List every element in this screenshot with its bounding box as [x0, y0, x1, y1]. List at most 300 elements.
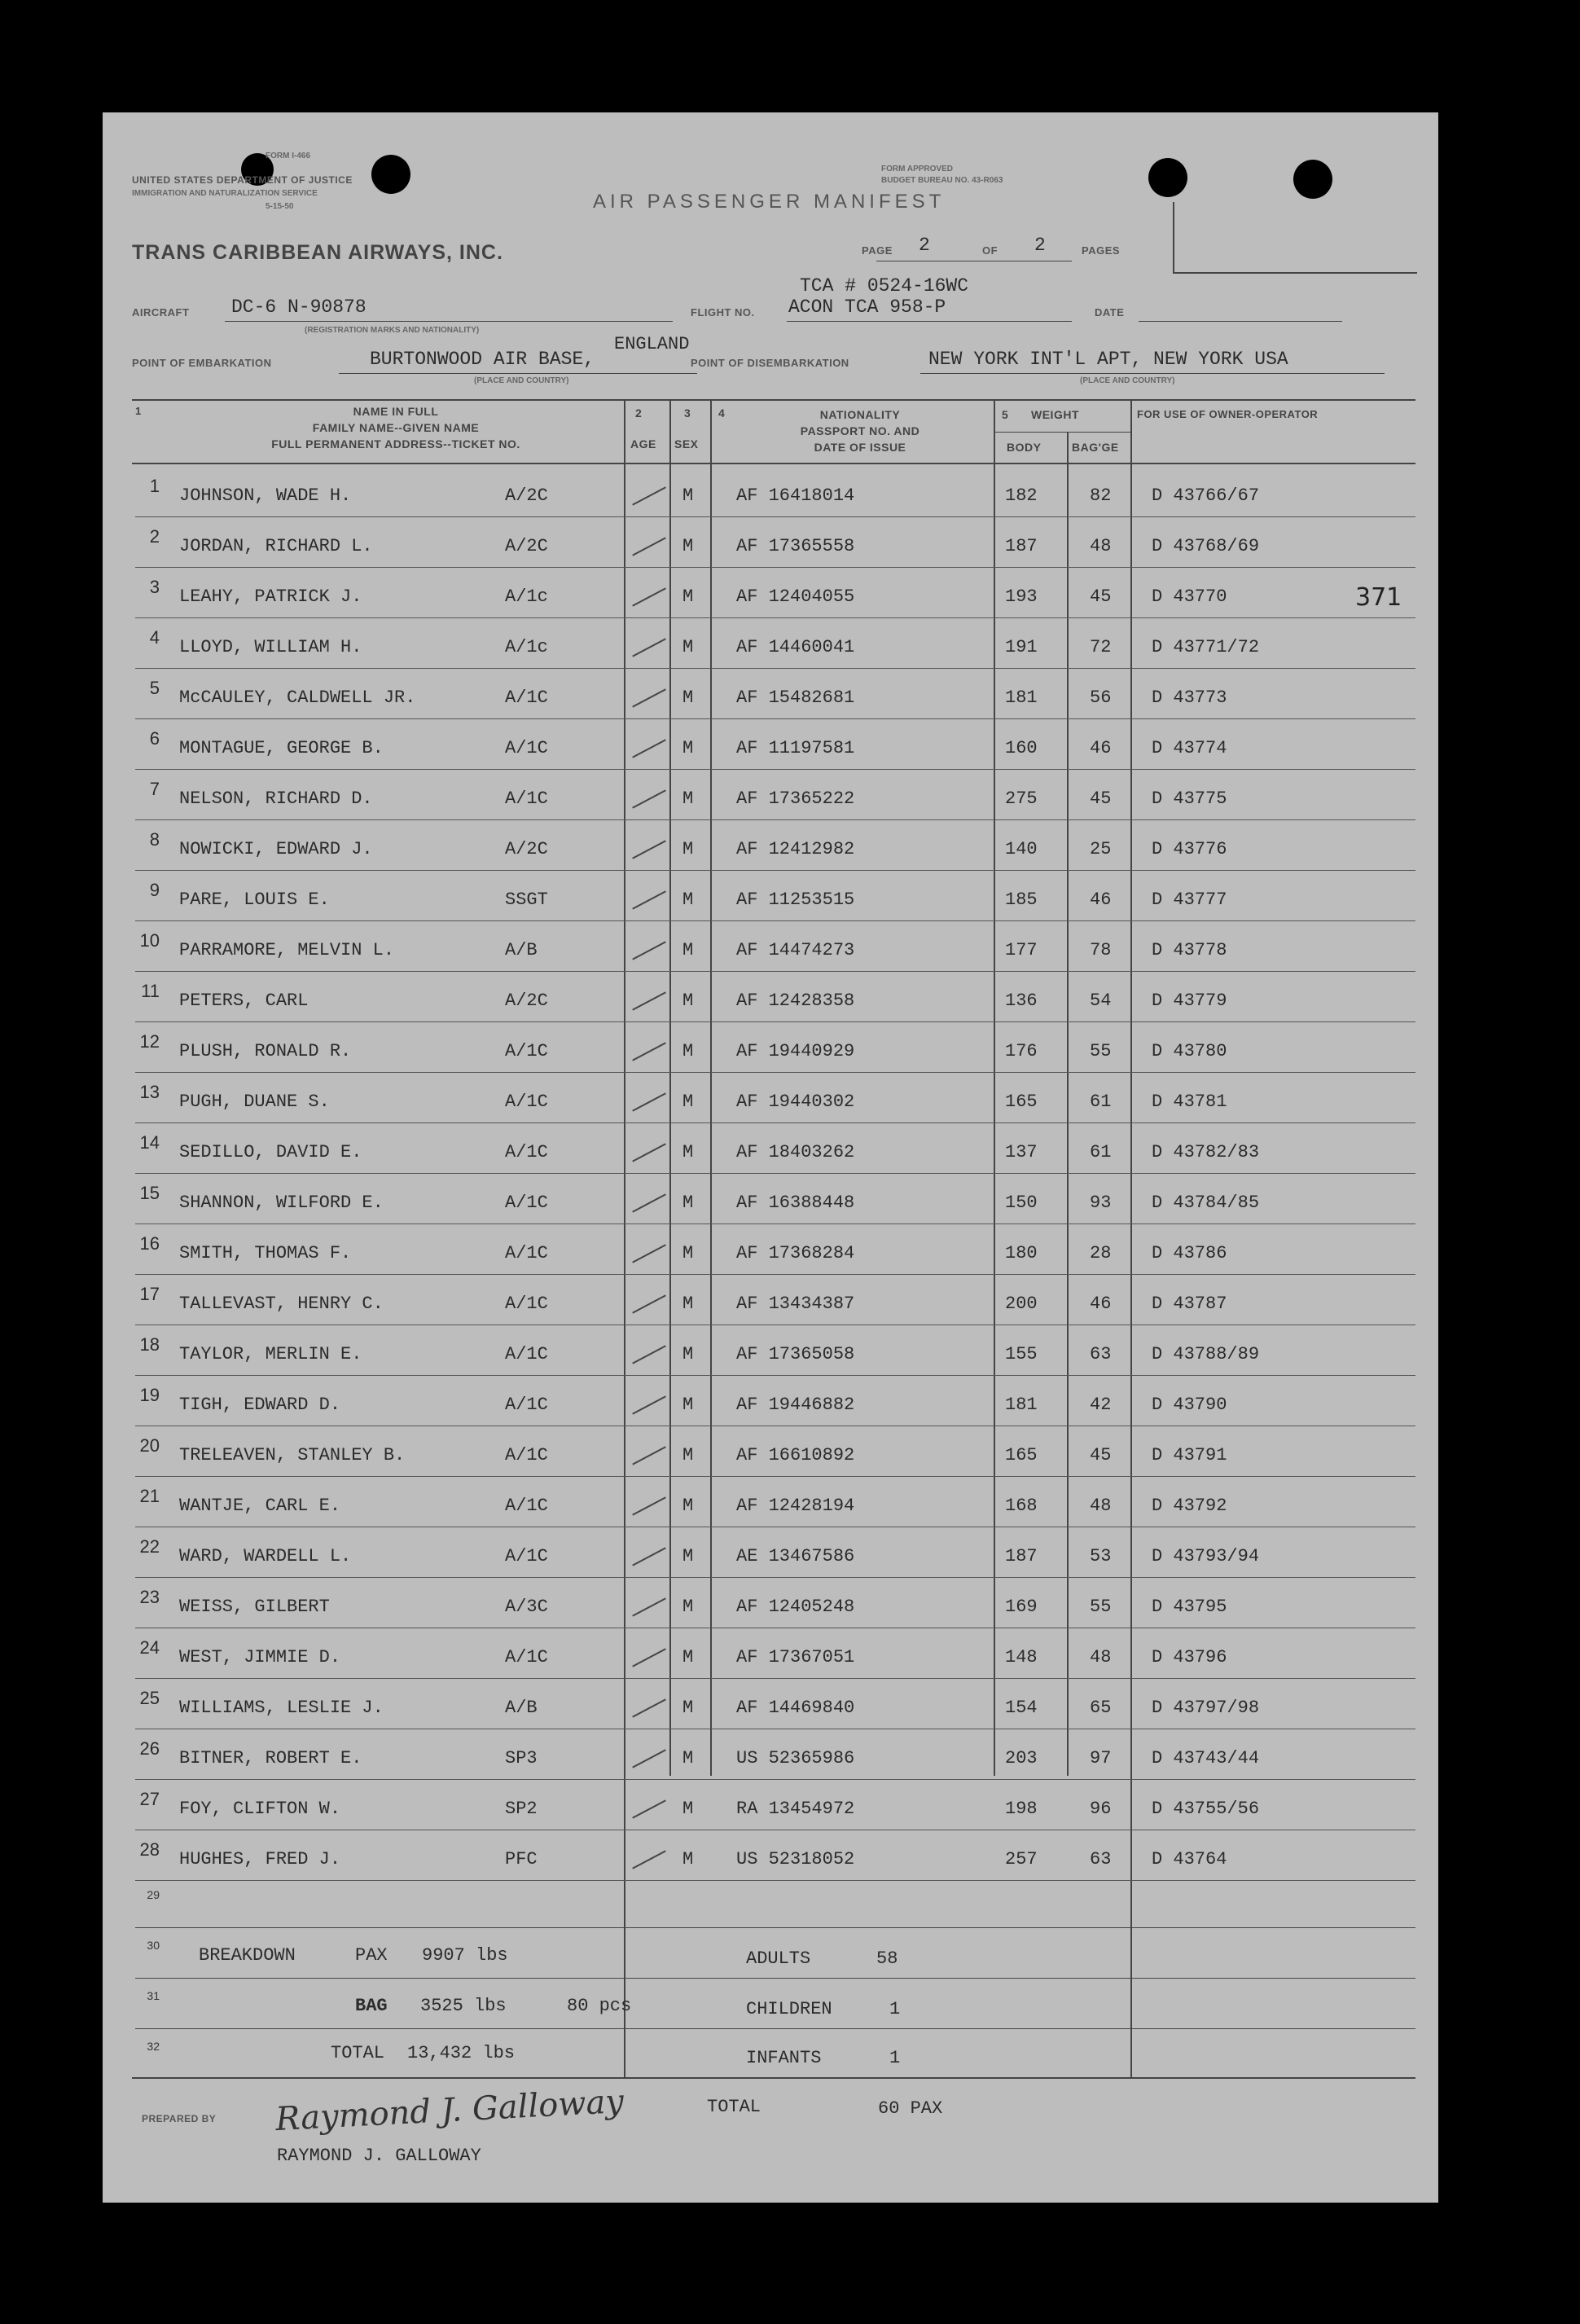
age-tick-mark [632, 1799, 666, 1818]
age-tick-mark [632, 941, 666, 960]
body-weight: 200 [1005, 1294, 1038, 1314]
baggage-weight: 96 [1090, 1799, 1112, 1819]
col-nationality-heading: NATIONALITY [819, 408, 901, 421]
age-tick-mark [632, 1143, 666, 1162]
age-tick-mark [632, 587, 666, 606]
passenger-sex: M [682, 1395, 694, 1415]
passenger-rank: SP3 [505, 1748, 538, 1768]
passenger-sex: M [682, 1142, 694, 1162]
passenger-name: McCAULEY, CALDWELL JR. [179, 688, 416, 708]
infants-label: INFANTS [746, 2048, 822, 2068]
age-tick-mark [632, 1850, 666, 1869]
line-number: 8 [149, 829, 160, 850]
body-weight: 187 [1005, 536, 1038, 556]
body-weight: 150 [1005, 1193, 1038, 1213]
passenger-name: WILLIAMS, LESLIE J. [179, 1698, 384, 1718]
baggage-weight: 63 [1090, 1344, 1112, 1364]
passenger-name: JORDAN, RICHARD L. [179, 536, 373, 556]
table-row [103, 925, 1438, 976]
passenger-sex: M [682, 890, 694, 910]
passport-number: US 52365986 [736, 1748, 855, 1768]
ticket-number: D 43792 [1152, 1496, 1227, 1516]
passenger-rank: A/1c [505, 586, 548, 607]
passenger-sex: M [682, 1799, 694, 1819]
baggage-weight: 46 [1090, 1294, 1112, 1314]
body-weight: 136 [1005, 991, 1038, 1011]
table-row [103, 1834, 1438, 1885]
passenger-name: LEAHY, PATRICK J. [179, 586, 362, 607]
body-weight: 193 [1005, 586, 1038, 607]
passenger-name: LLOYD, WILLIAM H. [179, 637, 362, 657]
body-weight: 182 [1005, 485, 1038, 506]
passenger-name: WEST, JIMMIE D. [179, 1647, 341, 1667]
ticket-number: D 43781 [1152, 1092, 1227, 1112]
age-tick-mark [632, 991, 666, 1010]
baggage-weight: 48 [1090, 1647, 1112, 1667]
table-row [103, 622, 1438, 673]
passenger-sex: M [682, 1344, 694, 1364]
passenger-name: SMITH, THOMAS F. [179, 1243, 352, 1263]
passport-number: AE 13467586 [736, 1546, 855, 1566]
total-weight: 13,432 lbs [407, 2043, 516, 2063]
passenger-sex: M [682, 586, 694, 607]
ticket-number: D 43768/69 [1152, 536, 1260, 556]
table-row [103, 1784, 1438, 1834]
body-weight: 275 [1005, 789, 1038, 809]
passport-number: AF 18403262 [736, 1142, 855, 1162]
ticket-number: D 43777 [1152, 890, 1227, 910]
passenger-rank: A/1C [505, 789, 548, 809]
line-number: 31 [147, 1989, 160, 2002]
department: UNITED STATES DEPARTMENT OF JUSTICE [132, 174, 353, 186]
table-row [103, 1228, 1438, 1279]
budget-bureau: BUDGET BUREAU NO. 43-R063 [881, 176, 1003, 185]
line-number: 24 [139, 1637, 160, 1658]
passport-number: AF 11197581 [736, 738, 855, 758]
line-number: 1 [149, 476, 160, 496]
passenger-rank: A/1C [505, 1142, 548, 1162]
col-name-subheading: FAMILY NAME--GIVEN NAME [312, 421, 480, 434]
ticket-number: D 43770 [1152, 586, 1227, 607]
line-number: 2 [149, 526, 160, 547]
passenger-sex: M [682, 1294, 694, 1314]
passenger-rank: A/2C [505, 839, 548, 859]
table-row [103, 1582, 1438, 1632]
passenger-name: BITNER, ROBERT E. [179, 1748, 362, 1768]
punch-hole [1148, 158, 1187, 197]
passenger-name: WEISS, GILBERT [179, 1597, 330, 1617]
passport-number: US 52318052 [736, 1849, 855, 1869]
age-tick-mark [632, 1547, 666, 1566]
passport-number: AF 12428358 [736, 991, 855, 1011]
passport-number: AF 19440302 [736, 1092, 855, 1112]
body-weight: 169 [1005, 1597, 1038, 1617]
table-row [103, 774, 1438, 824]
table-row [103, 824, 1438, 875]
grand-total-value: 60 PAX [878, 2098, 943, 2119]
baggage-weight: 93 [1090, 1193, 1112, 1213]
grand-total-label: TOTAL [707, 2097, 761, 2117]
passport-number: AF 12412982 [736, 839, 855, 859]
table-row [103, 1733, 1438, 1784]
baggage-weight: 82 [1090, 485, 1112, 506]
bag-label: BAG [355, 1996, 388, 2016]
body-weight: 176 [1005, 1041, 1038, 1061]
page-number: 2 [919, 235, 930, 256]
baggage-weight: 61 [1090, 1142, 1112, 1162]
baggage-weight: 65 [1090, 1698, 1112, 1718]
children-count: 1 [889, 1999, 901, 2019]
body-weight: 187 [1005, 1546, 1038, 1566]
baggage-weight: 45 [1090, 789, 1112, 809]
passenger-sex: M [682, 1698, 694, 1718]
line-number: 27 [139, 1789, 160, 1809]
prepared-by-label: PREPARED BY [142, 2113, 217, 2124]
form-approved: FORM APPROVED [881, 165, 953, 174]
form-id: FORM I-466 [266, 152, 311, 160]
baggage-weight: 45 [1090, 1445, 1112, 1465]
passenger-rank: A/1C [505, 1092, 548, 1112]
carrier-name: TRANS CARIBBEAN AIRWAYS, INC. [132, 241, 503, 264]
embark-value: BURTONWOOD AIR BASE, [370, 349, 595, 370]
body-weight: 154 [1005, 1698, 1038, 1718]
passenger-rank: A/1C [505, 738, 548, 758]
passenger-name: TAYLOR, MERLIN E. [179, 1344, 362, 1364]
ticket-number: D 43780 [1152, 1041, 1227, 1061]
passport-number: AF 17365222 [736, 789, 855, 809]
children-label: CHILDREN [746, 1999, 832, 2019]
ticket-number: D 43784/85 [1152, 1193, 1260, 1213]
line-number: 28 [139, 1839, 160, 1860]
baggage-weight: 45 [1090, 586, 1112, 607]
body-weight: 203 [1005, 1748, 1038, 1768]
age-tick-mark [632, 1244, 666, 1263]
table-row [103, 875, 1438, 925]
embark-country: ENGLAND [614, 334, 690, 354]
ticket-number: D 43778 [1152, 940, 1227, 960]
body-weight: 185 [1005, 890, 1038, 910]
bag-weight: 3525 lbs [420, 1996, 507, 2016]
baggage-weight: 54 [1090, 991, 1112, 1011]
age-tick-mark [632, 486, 666, 505]
breakdown-label: BREAKDOWN [199, 1945, 296, 1966]
passport-number: AF 19440929 [736, 1041, 855, 1061]
passport-number: AF 14474273 [736, 940, 855, 960]
passenger-sex: M [682, 1445, 694, 1465]
passenger-rank: SP2 [505, 1799, 538, 1819]
preparer-signature: Raymond J. Galloway [274, 2082, 625, 2139]
age-tick-mark [632, 1092, 666, 1111]
passenger-rank: A/1C [505, 1647, 548, 1667]
col-issue-date-heading: DATE OF ISSUE [814, 441, 906, 454]
line-number: 7 [149, 779, 160, 799]
table-row [103, 1279, 1438, 1329]
passenger-rank: PFC [505, 1849, 538, 1869]
ticket-number: D 43797/98 [1152, 1698, 1260, 1718]
page-label: PAGE [862, 244, 893, 257]
line-number: 15 [139, 1183, 160, 1203]
baggage-weight: 28 [1090, 1243, 1112, 1263]
passenger-rank: A/1C [505, 1395, 548, 1415]
line-number: 19 [139, 1385, 160, 1405]
table-row [103, 1178, 1438, 1228]
passenger-rank: A/3C [505, 1597, 548, 1617]
passenger-name: FOY, CLIFTON W. [179, 1799, 341, 1819]
line-number: 13 [139, 1082, 160, 1102]
passenger-rank: A/1C [505, 1344, 548, 1364]
ticket-number: D 43764 [1152, 1849, 1227, 1869]
flight-value: ACON TCA 958-P [788, 297, 946, 318]
passenger-sex: M [682, 940, 694, 960]
body-weight: 177 [1005, 940, 1038, 960]
line-number: 3 [149, 577, 160, 597]
body-weight: 191 [1005, 637, 1038, 657]
table-row [103, 1632, 1438, 1683]
age-tick-mark [632, 1446, 666, 1465]
passenger-rank: A/1C [505, 1243, 548, 1263]
passenger-sex: M [682, 1496, 694, 1516]
passport-number: AF 12428194 [736, 1496, 855, 1516]
passenger-rank: A/1C [505, 1041, 548, 1061]
passenger-name: NOWICKI, EDWARD J. [179, 839, 373, 859]
flight-label: FLIGHT NO. [691, 306, 755, 319]
passport-number: AF 16388448 [736, 1193, 855, 1213]
passport-number: RA 13454972 [736, 1799, 855, 1819]
passenger-sex: M [682, 789, 694, 809]
passenger-rank: A/1c [505, 637, 548, 657]
age-tick-mark [632, 1395, 666, 1414]
passenger-sex: M [682, 1647, 694, 1667]
body-weight: 160 [1005, 738, 1038, 758]
baggage-weight: 61 [1090, 1092, 1112, 1112]
passenger-sex: M [682, 1597, 694, 1617]
baggage-weight: 46 [1090, 890, 1112, 910]
table-row [103, 1026, 1438, 1077]
age-tick-mark [632, 1597, 666, 1616]
age-tick-mark [632, 688, 666, 707]
col-body-heading: BODY [1007, 441, 1042, 454]
body-weight: 137 [1005, 1142, 1038, 1162]
passport-number: AF 17367051 [736, 1647, 855, 1667]
pax-weight: 9907 lbs [422, 1945, 508, 1966]
line-number: 32 [147, 2040, 160, 2053]
ticket-number: D 43776 [1152, 839, 1227, 859]
age-tick-mark [632, 1345, 666, 1364]
passport-number: AF 14460041 [736, 637, 855, 657]
punch-hole [1293, 160, 1332, 199]
baggage-weight: 48 [1090, 1496, 1112, 1516]
line-number: 12 [139, 1031, 160, 1052]
aircraft-label: AIRCRAFT [132, 306, 190, 319]
pages-label: PAGES [1082, 244, 1121, 257]
passport-number: AF 17365558 [736, 536, 855, 556]
disembark-caption: (PLACE AND COUNTRY) [1080, 376, 1175, 385]
passenger-rank: SSGT [505, 890, 548, 910]
passenger-sex: M [682, 1041, 694, 1061]
adults-count: 58 [876, 1948, 898, 1969]
date-label: DATE [1095, 306, 1125, 319]
baggage-weight: 63 [1090, 1849, 1112, 1869]
body-weight: 165 [1005, 1445, 1038, 1465]
col-baggage-heading: BAG'GE [1072, 441, 1119, 454]
tca-number: TCA # 0524-16WC [800, 275, 969, 297]
passenger-name: PLUSH, RONALD R. [179, 1041, 352, 1061]
age-tick-mark [632, 789, 666, 808]
passenger-sex: M [682, 536, 694, 556]
col-owner-heading: FOR USE OF OWNER-OPERATOR [1137, 408, 1319, 420]
age-tick-mark [632, 1496, 666, 1515]
col-address-heading: FULL PERMANENT ADDRESS--TICKET NO. [271, 437, 520, 450]
table-row [103, 723, 1438, 774]
ticket-number: D 43771/72 [1152, 637, 1260, 657]
passenger-rank: A/2C [505, 991, 548, 1011]
form-date: 5-15-50 [266, 202, 294, 211]
age-tick-mark [632, 890, 666, 909]
table-row [103, 471, 1438, 521]
passenger-name: TRELEAVEN, STANLEY B. [179, 1445, 406, 1465]
ticket-number: D 43775 [1152, 789, 1227, 809]
passport-number: AF 16418014 [736, 485, 855, 506]
passport-number: AF 15482681 [736, 688, 855, 708]
passenger-sex: M [682, 688, 694, 708]
of-label: OF [982, 244, 998, 257]
embark-caption: (PLACE AND COUNTRY) [474, 376, 569, 385]
age-tick-mark [632, 1042, 666, 1061]
table-row [103, 976, 1438, 1026]
pax-label: PAX [355, 1945, 388, 1966]
table-row [103, 1683, 1438, 1733]
baggage-weight: 55 [1090, 1597, 1112, 1617]
baggage-weight: 72 [1090, 637, 1112, 657]
passenger-sex: M [682, 1546, 694, 1566]
passenger-name: JOHNSON, WADE H. [179, 485, 352, 506]
passport-number: AF 11253515 [736, 890, 855, 910]
passenger-sex: M [682, 1092, 694, 1112]
line-number: 4 [149, 627, 160, 648]
passenger-sex: M [682, 738, 694, 758]
passport-number: AF 17368284 [736, 1243, 855, 1263]
age-tick-mark [632, 1749, 666, 1768]
ticket-number: D 43779 [1152, 991, 1227, 1011]
preparer-name: RAYMOND J. GALLOWAY [277, 2146, 481, 2166]
disembark-label: POINT OF DISEMBARKATION [691, 357, 849, 369]
baggage-weight: 46 [1090, 738, 1112, 758]
passenger-name: MONTAGUE, GEORGE B. [179, 738, 384, 758]
line-number: 11 [141, 981, 160, 1001]
bag-pieces: 80 pcs [567, 1996, 632, 2016]
col5-number: 5 [1002, 408, 1009, 421]
passport-number: AF 16610892 [736, 1445, 855, 1465]
body-weight: 155 [1005, 1344, 1038, 1364]
adults-label: ADULTS [746, 1948, 811, 1969]
body-weight: 198 [1005, 1799, 1038, 1819]
col-age-heading: AGE [630, 437, 656, 450]
age-tick-mark [632, 1193, 666, 1212]
line-number: 29 [147, 1888, 160, 1901]
passenger-sex: M [682, 1243, 694, 1263]
ticket-number: D 43787 [1152, 1294, 1227, 1314]
service: IMMIGRATION AND NATURALIZATION SERVICE [132, 189, 318, 198]
passenger-sex: M [682, 1748, 694, 1768]
passenger-name: PETERS, CARL [179, 991, 309, 1011]
col4-number: 4 [718, 406, 726, 420]
passenger-name: PARRAMORE, MELVIN L. [179, 940, 395, 960]
baggage-weight: 97 [1090, 1748, 1112, 1768]
passenger-sex: M [682, 839, 694, 859]
line-number: 9 [149, 880, 160, 900]
line-number: 30 [147, 1939, 160, 1952]
ticket-number: D 43743/44 [1152, 1748, 1260, 1768]
punch-hole [371, 155, 410, 194]
col-sex-heading: SEX [674, 437, 699, 450]
line-number: 5 [149, 678, 160, 698]
age-tick-mark [632, 1698, 666, 1717]
infants-count: 1 [889, 2048, 901, 2068]
passenger-rank: A/1C [505, 1294, 548, 1314]
passenger-rank: A/2C [505, 536, 548, 556]
line-number: 25 [139, 1688, 160, 1708]
table-row [103, 1481, 1438, 1531]
passenger-sex: M [682, 1193, 694, 1213]
line-number: 26 [139, 1738, 160, 1759]
line-number: 23 [139, 1587, 160, 1607]
baggage-weight: 55 [1090, 1041, 1112, 1061]
body-weight: 180 [1005, 1243, 1038, 1263]
ticket-number: D 43790 [1152, 1395, 1227, 1415]
passport-number: AF 12404055 [736, 586, 855, 607]
line-number: 6 [149, 728, 160, 749]
passenger-rank: A/B [505, 940, 538, 960]
col-weight-heading: WEIGHT [1031, 408, 1079, 421]
table-row [103, 521, 1438, 572]
aircraft-caption: (REGISTRATION MARKS AND NATIONALITY) [305, 326, 480, 335]
ticket-number: D 43786 [1152, 1243, 1227, 1263]
passenger-rank: A/1C [505, 1546, 548, 1566]
ticket-number: D 43793/94 [1152, 1546, 1260, 1566]
ticket-number: D 43788/89 [1152, 1344, 1260, 1364]
body-weight: 181 [1005, 1395, 1038, 1415]
passenger-sex: M [682, 1849, 694, 1869]
passenger-sex: M [682, 637, 694, 657]
ticket-number: D 43791 [1152, 1445, 1227, 1465]
baggage-weight: 25 [1090, 839, 1112, 859]
passenger-name: NELSON, RICHARD D. [179, 789, 373, 809]
passenger-name: PUGH, DUANE S. [179, 1092, 330, 1112]
baggage-weight: 42 [1090, 1395, 1112, 1415]
passenger-rank: A/1C [505, 1445, 548, 1465]
ticket-number: D 43774 [1152, 738, 1227, 758]
passenger-sex: M [682, 485, 694, 506]
table-row [103, 1077, 1438, 1127]
passport-number: AF 17365058 [736, 1344, 855, 1364]
col1-number: 1 [135, 405, 142, 417]
passenger-rank: A/1C [505, 1193, 548, 1213]
passenger-name: WARD, WARDELL L. [179, 1546, 352, 1566]
passenger-rank: A/B [505, 1698, 538, 1718]
age-tick-mark [632, 638, 666, 657]
passenger-name: TALLEVAST, HENRY C. [179, 1294, 384, 1314]
passport-number: AF 12405248 [736, 1597, 855, 1617]
line-number: 18 [139, 1334, 160, 1355]
line-number: 16 [139, 1233, 160, 1254]
passport-number: AF 19446882 [736, 1395, 855, 1415]
passenger-name: PARE, LOUIS E. [179, 890, 330, 910]
table-row [103, 1430, 1438, 1481]
disembark-value: NEW YORK INT'L APT, NEW YORK USA [928, 349, 1288, 370]
table-row [103, 1380, 1438, 1430]
baggage-weight: 56 [1090, 688, 1112, 708]
ticket-number: D 43782/83 [1152, 1142, 1260, 1162]
